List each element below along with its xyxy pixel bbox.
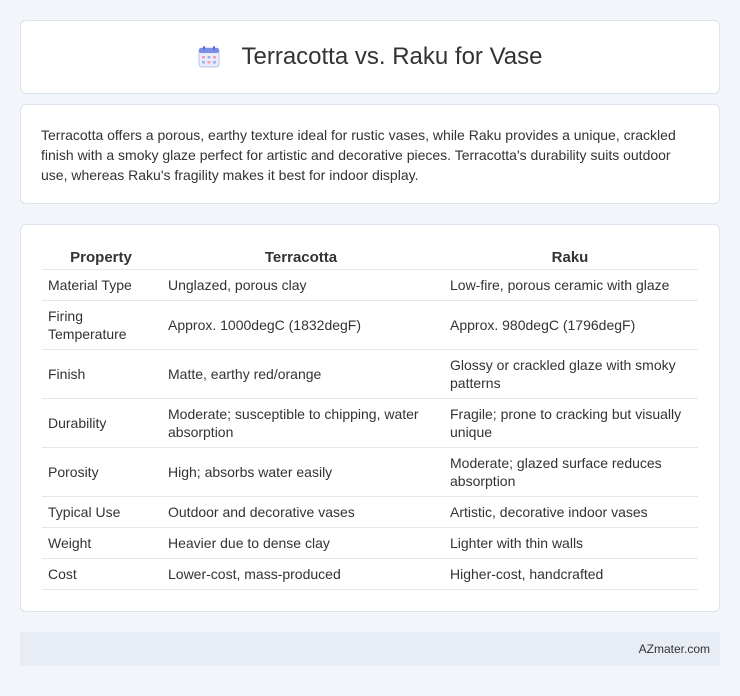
terracotta-cell: Heavier due to dense clay	[160, 527, 442, 558]
raku-cell: Lighter with thin walls	[442, 527, 698, 558]
comparison-card	[20, 224, 720, 612]
table-row	[42, 349, 698, 398]
raku-cell: Higher-cost, handcrafted	[442, 558, 698, 589]
column-header-raku: Raku	[442, 245, 698, 269]
terracotta-cell: High; absorbs water easily	[160, 447, 442, 496]
footer	[20, 632, 720, 666]
raku-cell: Artistic, decorative indoor vases	[442, 496, 698, 527]
terracotta-cell: Outdoor and decorative vases	[160, 496, 442, 527]
raku-cell: Glossy or crackled glaze with smoky patterns	[442, 349, 698, 398]
raku-cell: Fragile; prone to cracking but visually unique	[442, 398, 698, 447]
property-cell: Durability	[42, 398, 160, 447]
column-header-terracotta: Terracotta	[160, 245, 442, 269]
raku-cell: Moderate; glazed surface reduces absorption	[442, 447, 698, 496]
table-row	[42, 447, 698, 496]
property-cell: Finish	[42, 349, 160, 398]
footer-site-link[interactable]: AZmater.com	[638, 642, 710, 656]
table-row	[42, 300, 698, 349]
intro-card	[20, 104, 720, 204]
comparison-table	[42, 245, 698, 590]
table-row	[42, 269, 698, 300]
terracotta-cell: Moderate; susceptible to chipping, water absorption	[160, 398, 442, 447]
page-title: Terracotta vs. Raku for Vase	[241, 43, 543, 70]
table-row	[42, 558, 698, 589]
table-header-row	[42, 245, 698, 269]
table-row	[42, 398, 698, 447]
terracotta-cell: Approx. 1000degC (1832degF)	[160, 300, 442, 349]
terracotta-cell: Lower-cost, mass-produced	[160, 558, 442, 589]
property-cell: Weight	[42, 527, 160, 558]
property-cell: Material Type	[42, 269, 160, 300]
property-cell: Typical Use	[42, 496, 160, 527]
calendar-icon	[197, 45, 221, 69]
title-card	[20, 20, 720, 94]
property-cell: Porosity	[42, 447, 160, 496]
column-header-property: Property	[42, 245, 160, 269]
terracotta-cell: Matte, earthy red/orange	[160, 349, 442, 398]
raku-cell: Low-fire, porous ceramic with glaze	[442, 269, 698, 300]
table-row	[42, 527, 698, 558]
intro-text: Terracotta offers a porous, earthy texture ideal for rustic vases, while Raku provides a unique, crackled finish with a smoky glaze perfect for artistic and decorative pieces. Terracotta's durability suits outdoor use, whereas Raku's fragility makes it best for indoor display.	[41, 127, 676, 183]
table-row	[42, 496, 698, 527]
property-cell: Cost	[42, 558, 160, 589]
property-cell: Firing Temperature	[42, 300, 160, 349]
raku-cell: Approx. 980degC (1796degF)	[442, 300, 698, 349]
terracotta-cell: Unglazed, porous clay	[160, 269, 442, 300]
